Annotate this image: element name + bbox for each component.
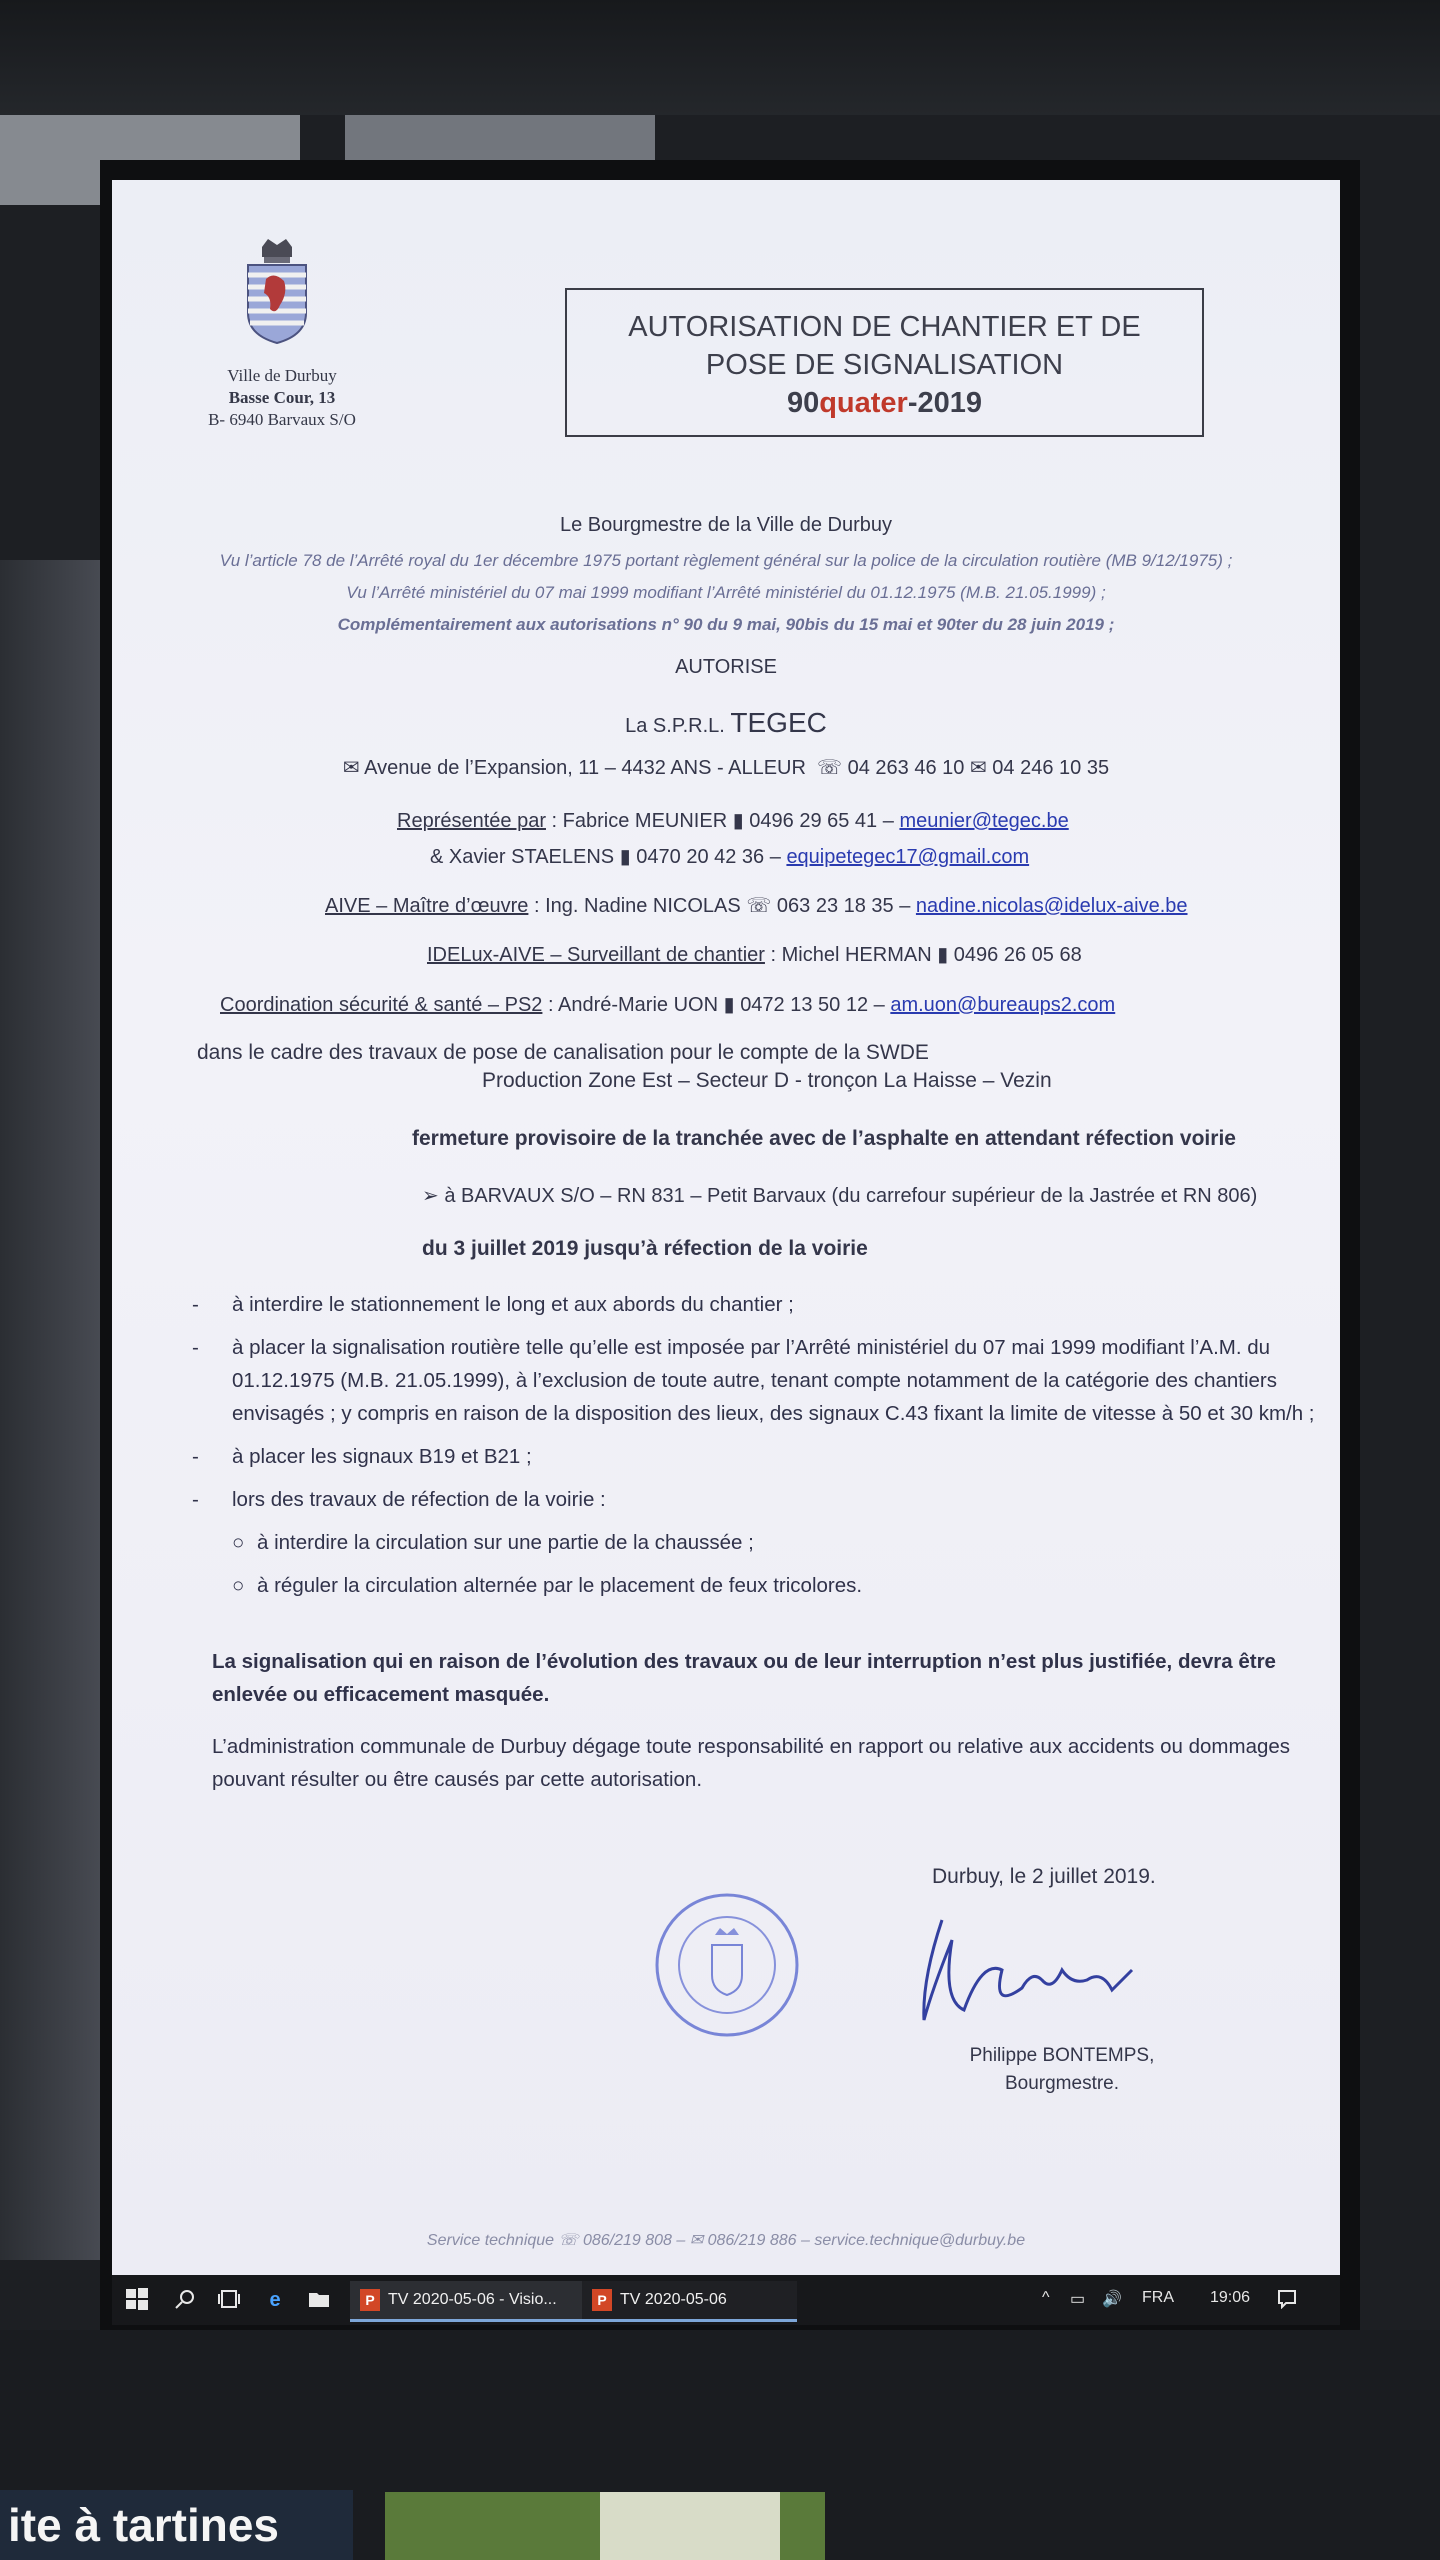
town-postcode: B- 6940 Barvaux S/O bbox=[208, 410, 356, 429]
background-sticker bbox=[600, 2492, 780, 2560]
work-context-2: Production Zone Est – Secteur D - tronçon La Haisse – Vezin bbox=[482, 1069, 1052, 1092]
work-location: ➢ à BARVAUX S/O – RN 831 – Petit Barvaux (du carrefour supérieur de la Jastrée et RN 806) bbox=[422, 1185, 1258, 1207]
mobile-icon: ▮ bbox=[732, 810, 744, 832]
aive-email-link[interactable]: nadine.nicolas@idelux-aive.be bbox=[915, 895, 1188, 917]
autorise-heading: AUTORISE bbox=[675, 656, 777, 678]
ref-suffix: quater bbox=[819, 387, 908, 419]
coordination-label: Coordination sécurité & santé – PS2 bbox=[220, 994, 543, 1016]
phone-icon: ☏ bbox=[817, 757, 843, 779]
bullet-dash: - bbox=[192, 1293, 199, 1316]
company-prefix: La S.P.R.L. bbox=[625, 715, 725, 737]
company-line bbox=[112, 707, 1340, 739]
rep2-phone: 0470 20 42 36 – bbox=[636, 846, 781, 868]
rep2-email-link[interactable]: equipetegec17@gmail.com bbox=[786, 846, 1030, 868]
coordination-email-link[interactable]: am.uon@bureaups2.com bbox=[890, 994, 1116, 1016]
rep2-name: & Xavier STAELENS bbox=[430, 846, 615, 868]
signer-block bbox=[932, 2042, 1192, 2098]
signer-name: Philippe BONTEMPS, bbox=[969, 2045, 1155, 2066]
work-period: du 3 juillet 2019 jusqu’à réfection de la voirie bbox=[422, 1237, 868, 1260]
file-explorer-icon[interactable] bbox=[306, 2287, 332, 2313]
taskbar-app-label: TV 2020-05-06 bbox=[620, 2291, 727, 2308]
company-address: Avenue de l’Expansion, 11 – 4432 ANS - ALLEUR bbox=[364, 757, 806, 779]
mayor-line: Le Bourgmestre de la Ville de Durbuy bbox=[559, 514, 893, 536]
rep-label: Représentée par bbox=[397, 810, 546, 832]
coat-of-arms-icon bbox=[242, 235, 312, 345]
bullet-circle: ○ bbox=[232, 1531, 245, 1554]
bullet-dash: - bbox=[192, 1445, 199, 1468]
left-shadow bbox=[0, 560, 110, 2260]
document-page bbox=[112, 180, 1340, 2275]
powerpoint-icon: P bbox=[360, 2289, 380, 2311]
signage-note: La signalisation qui en raison de l’évolution des travaux ou de leur interruption n’est plus justifiée, devra être enlevée ou efficacement masquée. bbox=[212, 1650, 1276, 1706]
phone-icon: ☏ bbox=[746, 895, 772, 917]
dark-frame-top bbox=[0, 0, 1440, 115]
coordination-phone: 0472 13 50 12 – bbox=[740, 994, 885, 1016]
edge-browser-icon[interactable]: e bbox=[269, 2289, 281, 2311]
aive-label: AIVE – Maître d’œuvre bbox=[325, 895, 529, 917]
battery-icon[interactable]: ▭ bbox=[1070, 2291, 1086, 2308]
town-name: Ville de Durbuy bbox=[227, 366, 337, 385]
taskbar-app-powerpoint-1[interactable] bbox=[350, 2281, 595, 2322]
company-address-line bbox=[112, 755, 1340, 781]
ref-prefix: 90 bbox=[786, 387, 820, 419]
aive-phone: 063 23 18 35 – bbox=[776, 895, 911, 917]
coordination-contact bbox=[220, 992, 1115, 1018]
rep1-email-link[interactable]: meunier@tegec.be bbox=[899, 810, 1069, 832]
place-and-date: Durbuy, le 2 juillet 2019. bbox=[932, 1865, 1156, 1888]
work-closure: fermeture provisoire de la tranchée avec de l’asphalte en attendant réfection voirie bbox=[412, 1127, 1236, 1150]
volume-icon[interactable]: 🔊 bbox=[1102, 2291, 1122, 2308]
task-view-icon[interactable] bbox=[216, 2287, 242, 2313]
representative-2 bbox=[430, 844, 1029, 870]
mobile-icon: ▮ bbox=[937, 944, 949, 966]
bullet-dash: - bbox=[192, 1336, 199, 1359]
authorization-number bbox=[567, 384, 1202, 422]
obligations-list bbox=[192, 1288, 1322, 1602]
document-title-box bbox=[565, 288, 1204, 437]
bullet-circle: ○ bbox=[232, 1574, 245, 1597]
company-name: TEGEC bbox=[730, 707, 827, 738]
representative-1 bbox=[397, 808, 1069, 834]
list-item: - à placer les signaux B19 et B21 ; bbox=[192, 1440, 1322, 1473]
bullet-dash: - bbox=[192, 1488, 199, 1511]
title-line-1: AUTORISATION DE CHANTIER ET DE bbox=[628, 311, 1141, 343]
supervisor-name: : Michel HERMAN bbox=[770, 944, 932, 966]
background-poster: ite à tartines bbox=[0, 2490, 353, 2560]
mail-icon: ✉ bbox=[342, 757, 360, 779]
fax-icon: ✉ bbox=[969, 757, 987, 779]
signer-title: Bourgmestre. bbox=[1004, 2073, 1120, 2094]
mobile-icon: ▮ bbox=[619, 846, 631, 868]
ref-year: -2019 bbox=[907, 387, 983, 419]
town-seal-stamp bbox=[652, 1890, 802, 2040]
sub-list-item: ○ à interdire la circulation sur une partie de la chaussée ; bbox=[192, 1526, 1322, 1559]
legal-ref-2: Vu l’Arrêté ministériel du 07 mai 1999 modifiant l’Arrêté ministériel du 01.12.1975 (M.B. 21.05.1999) ; bbox=[346, 583, 1106, 602]
supervisor-label: IDELux-AIVE – Surveillant de chantier bbox=[427, 944, 765, 966]
list-item: - à placer la signalisation routière telle qu’elle est imposée par l’Arrêté ministériel du 07 mai 1999 modifiant l’A.M. du 01.12.1975 (M.B. 21.05.1999), à l’exclusion de toute autre, tenant compte notamment de la catégorie des chantiers envisagés ; y compris en raison de la disposition des lieux, des signaux C.43 fixant la limite de vitesse à 50 et 30 km/h ; bbox=[192, 1331, 1337, 1430]
language-indicator[interactable]: FRA bbox=[1142, 2289, 1174, 2306]
liability-disclaimer: L’administration communale de Durbuy dégage toute responsabilité en rapport ou relative aux accidents ou dommages pouvant résulter ou être causés par cette autorisation. bbox=[212, 1735, 1291, 1791]
taskbar-app-powerpoint-2[interactable] bbox=[582, 2281, 797, 2322]
title-line-2: POSE DE SIGNALISATION bbox=[705, 349, 1064, 381]
list-item: - lors des travaux de réfection de la voirie : bbox=[192, 1483, 1322, 1516]
document-footer: Service technique ☏ 086/219 808 – ✉ 086/219 886 – service.technique@durbuy.be bbox=[426, 2232, 1026, 2249]
signature-image bbox=[912, 1900, 1152, 2030]
supervisor-phone: 0496 26 05 68 bbox=[953, 944, 1082, 966]
mobile-icon: ▮ bbox=[723, 994, 735, 1016]
windows-taskbar bbox=[112, 2275, 1340, 2325]
clock[interactable]: 19:06 bbox=[1210, 2289, 1251, 2306]
legal-ref-1: Vu l’article 78 de l’Arrêté royal du 1er décembre 1975 portant règlement général sur la police de la circulation routière (MB 9/12/1975) ; bbox=[219, 551, 1233, 570]
aive-contact bbox=[325, 893, 1188, 919]
notifications-icon[interactable] bbox=[1277, 2289, 1297, 2314]
work-context-1: dans le cadre des travaux de pose de canalisation pour le compte de la SWDE bbox=[197, 1041, 929, 1064]
legal-ref-3: Complémentairement aux autorisations n° 90 du 9 mai, 90bis du 15 mai et 90ter du 28 juin 2019 ; bbox=[337, 615, 1115, 634]
tray-chevron-icon[interactable]: ^ bbox=[1042, 2289, 1050, 2306]
rep1-phone: 0496 29 65 41 – bbox=[749, 810, 894, 832]
company-phone: 04 263 46 10 bbox=[847, 757, 965, 779]
powerpoint-icon: P bbox=[592, 2289, 612, 2311]
aive-name: : Ing. Nadine NICOLAS bbox=[533, 895, 741, 917]
list-item: - à interdire le stationnement le long et aux abords du chantier ; bbox=[192, 1288, 1322, 1321]
company-fax: 04 246 10 35 bbox=[992, 757, 1110, 779]
windows-start-icon[interactable] bbox=[124, 2287, 150, 2313]
coordination-name: : André-Marie UON bbox=[547, 994, 719, 1016]
taskbar-app-label: TV 2020-05-06 - Visio... bbox=[388, 2291, 557, 2308]
town-header bbox=[192, 365, 372, 431]
seal-icon bbox=[652, 1890, 802, 2040]
town-address: Basse Cour, 13 bbox=[228, 388, 336, 407]
rep1-name: : Fabrice MEUNIER bbox=[551, 810, 728, 832]
sub-list-item: ○ à réguler la circulation alternée par le placement de feux tricolores. bbox=[192, 1569, 1322, 1602]
search-icon[interactable] bbox=[172, 2287, 198, 2313]
supervisor-contact bbox=[427, 942, 1082, 968]
